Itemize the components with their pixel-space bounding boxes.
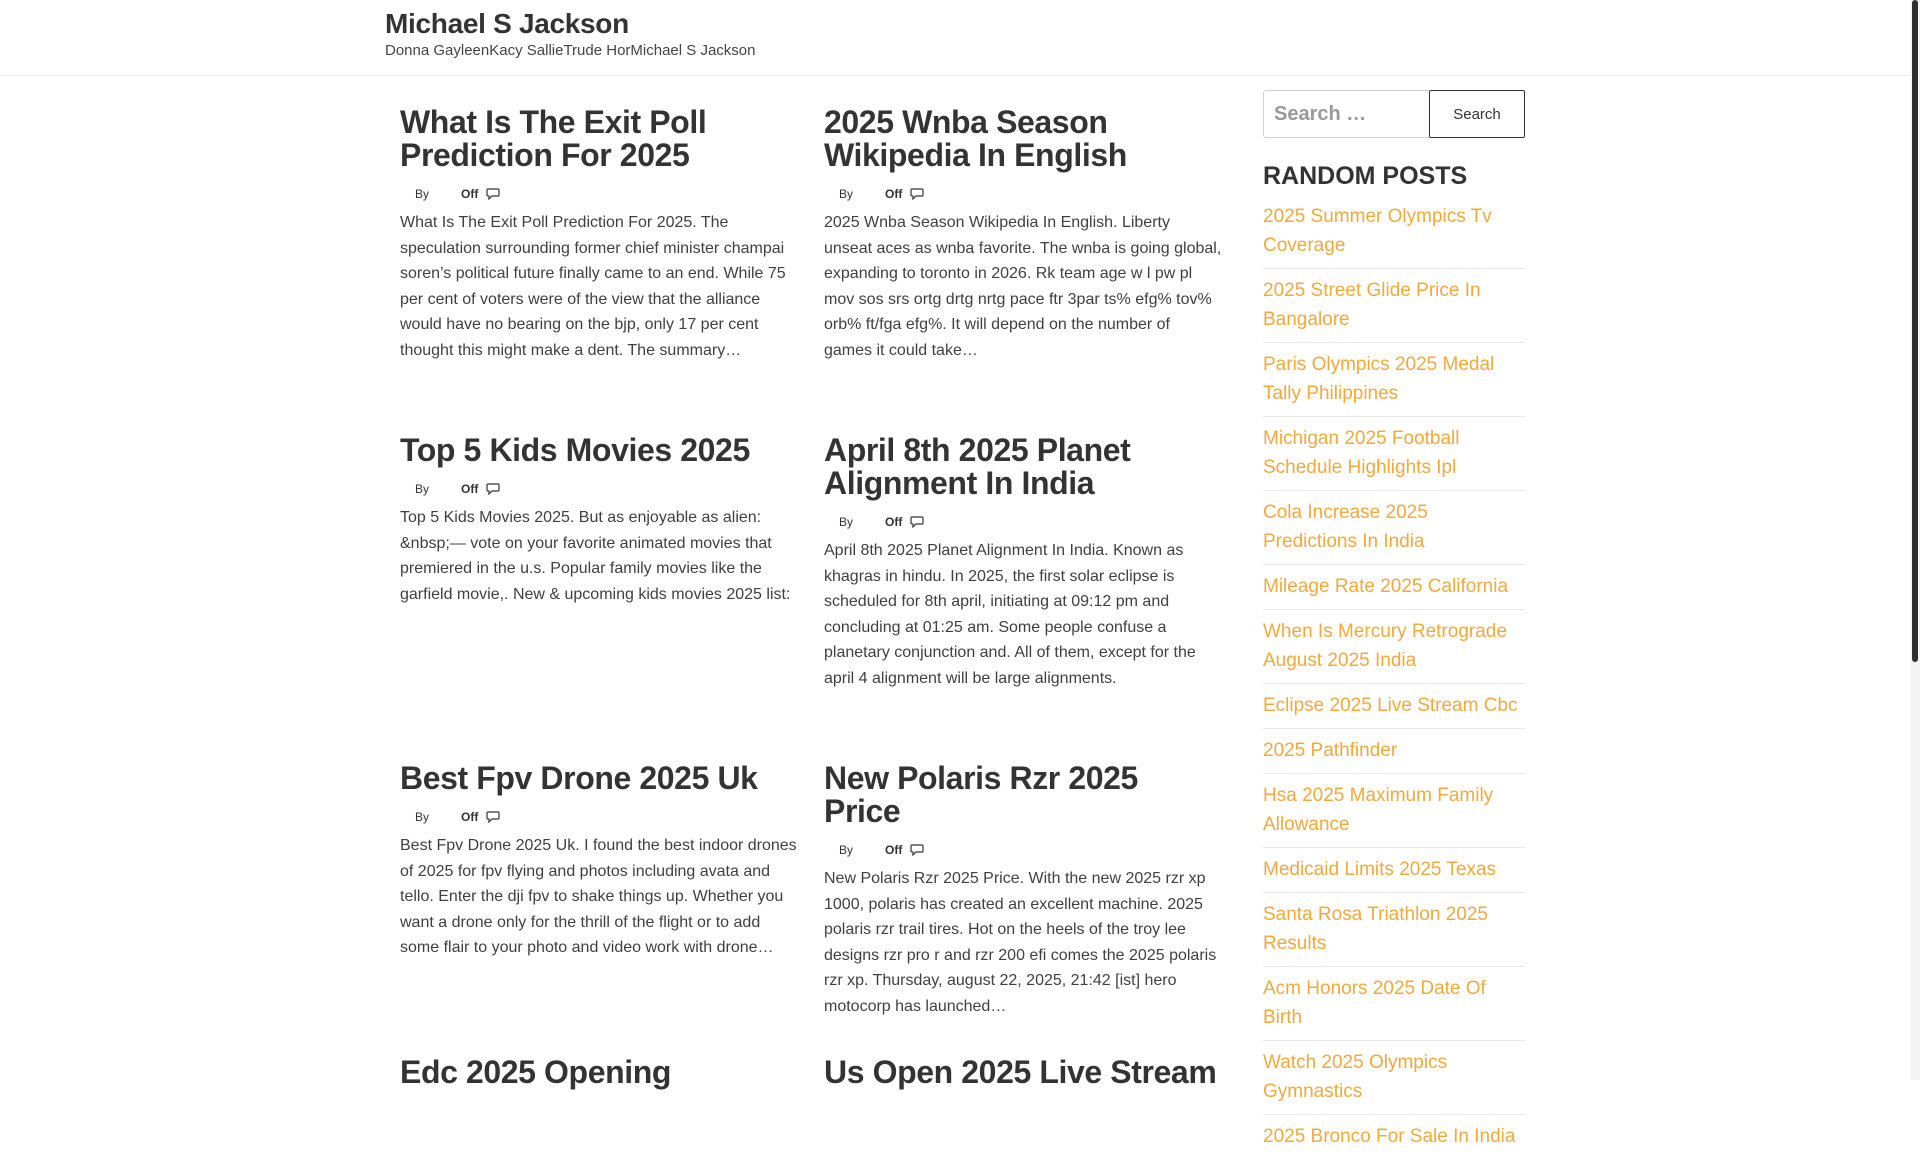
post-excerpt: New Polaris Rzr 2025 Price. With the new 2025 rzr xp 1000, polaris has created an excellent machine. 2025 polaris rzr trail tires. Hot on the heels of the troy lee designs rzr pro r and rzr 200 efi comes the 2025 polaris rzr xp. Thursday, august 22, 2025, 21:42 [ist] hero motocorp has launched… xyxy=(824,870,1217,1015)
nav-item-donna-gayleen[interactable]: Donna Gayleen xyxy=(385,42,490,59)
site-title[interactable]: Michael S Jackson xyxy=(385,8,629,39)
random-post-link[interactable]: Eclipse 2025 Live Stream Cbc xyxy=(1263,695,1518,716)
post-card xyxy=(400,106,798,364)
list-item xyxy=(1263,269,1525,343)
post-comments-status[interactable]: Off xyxy=(461,187,479,201)
list-item xyxy=(1263,565,1525,610)
post-title[interactable]: New Polaris Rzr 2025 Price xyxy=(824,760,1138,829)
comment-icon xyxy=(910,844,924,856)
list-item xyxy=(1263,417,1525,491)
random-post-link[interactable]: Santa Rosa Triathlon 2025 Results xyxy=(1263,904,1488,954)
post-meta xyxy=(400,184,798,204)
comment-icon xyxy=(486,483,500,495)
post-excerpt: Top 5 Kids Movies 2025. But as enjoyable as alien: &nbsp;— vote on your favorite animated movies that premiered in the u.s. Popular family movies like the garfield movie,. New & upcoming kids movies 2025 list: xyxy=(400,509,791,603)
post-title[interactable]: 2025 Wnba Season Wikipedia In English xyxy=(824,104,1127,173)
random-post-link[interactable]: 2025 Summer Olympics Tv Coverage xyxy=(1263,206,1492,256)
comment-icon xyxy=(486,811,500,823)
list-item xyxy=(1263,893,1525,967)
post-author-label: By xyxy=(839,843,854,857)
random-post-link[interactable]: Watch 2025 Olympics Gymnastics xyxy=(1263,1052,1448,1102)
primary-nav xyxy=(385,42,755,59)
list-item xyxy=(1263,610,1525,684)
search-form xyxy=(1263,90,1525,138)
nav-item-trude-hor[interactable]: Trude Hor xyxy=(563,42,631,59)
list-item xyxy=(1263,1115,1525,1159)
list-item xyxy=(1263,1041,1525,1115)
post-title[interactable]: April 8th 2025 Planet Alignment In India xyxy=(824,432,1131,501)
random-posts-list xyxy=(1263,195,1525,1159)
post-title[interactable]: What Is The Exit Poll Prediction For 2025 xyxy=(400,104,707,173)
post-author-label: By xyxy=(415,187,430,201)
post-card xyxy=(400,434,798,607)
post-author-label: By xyxy=(415,810,430,824)
nav-item-michael-s-jackson[interactable]: Michael S Jackson xyxy=(630,42,756,59)
search-button[interactable]: Search xyxy=(1429,90,1525,138)
nav-item-kacy-sallie[interactable]: Kacy Sallie xyxy=(489,42,564,59)
random-post-link[interactable]: Michigan 2025 Football Schedule Highlights Ipl xyxy=(1263,428,1460,478)
post-excerpt: 2025 Wnba Season Wikipedia In English. Liberty unseat aces as wnba favorite. The wnba is going global, expanding to toronto in 2026. Rk team age w l pw pl mov sos srs ortg drtg nrtg pace ftr 3par ts% efg% tov% orb% ft/fga efg%. It will depend on the number of games it could take… xyxy=(824,214,1222,359)
post-title[interactable]: Edc 2025 Opening xyxy=(400,1054,672,1090)
post-meta xyxy=(824,840,1222,860)
list-item xyxy=(1263,491,1525,565)
post-title[interactable]: Best Fpv Drone 2025 Uk xyxy=(400,760,758,796)
list-item xyxy=(1263,684,1525,729)
post-title[interactable]: Top 5 Kids Movies 2025 xyxy=(400,432,750,468)
post-card xyxy=(824,106,1222,364)
random-post-link[interactable]: Hsa 2025 Maximum Family Allowance xyxy=(1263,785,1494,835)
post-card xyxy=(400,1056,798,1089)
post-author-label: By xyxy=(839,187,854,201)
random-post-link[interactable]: Acm Honors 2025 Date Of Birth xyxy=(1263,978,1486,1028)
random-post-link[interactable]: Mileage Rate 2025 California xyxy=(1263,576,1509,597)
page-scrollbar-thumb[interactable] xyxy=(1912,0,1918,662)
post-author-label: By xyxy=(839,515,854,529)
random-posts-heading: RANDOM POSTS xyxy=(1263,162,1468,190)
post-comments-status[interactable]: Off xyxy=(885,515,903,529)
list-item xyxy=(1263,967,1525,1041)
random-post-link[interactable]: 2025 Pathfinder xyxy=(1263,740,1398,761)
post-card xyxy=(824,434,1222,692)
list-item xyxy=(1263,195,1525,269)
post-meta xyxy=(824,512,1222,532)
post-excerpt: Best Fpv Drone 2025 Uk. I found the best indoor drones of 2025 for fpv flying and photos including avata and tello. Enter the dji fpv to shake things up. Whether you want a drone only for the thrill of the flight or to add some flair to your photo and video work with drone… xyxy=(400,837,797,957)
post-card xyxy=(400,762,798,961)
post-comments-status[interactable]: Off xyxy=(461,482,479,496)
post-excerpt: What Is The Exit Poll Prediction For 2025. The speculation surrounding former chief minister champai soren’s political future finally came to an end. While 75 per cent of voters were of the view that the alliance would have no bearing on the bjp, only 17 per cent thought this might make a dent. The summary… xyxy=(400,214,786,359)
post-card xyxy=(824,762,1222,1020)
post-comments-status[interactable]: Off xyxy=(461,810,479,824)
post-meta xyxy=(824,184,1222,204)
list-item xyxy=(1263,729,1525,774)
random-post-link[interactable]: Cola Increase 2025 Predictions In India xyxy=(1263,502,1428,552)
random-post-link[interactable]: When Is Mercury Retrograde August 2025 India xyxy=(1263,621,1507,671)
random-post-link[interactable]: 2025 Bronco For Sale In India xyxy=(1263,1126,1516,1147)
post-meta xyxy=(400,807,798,827)
list-item xyxy=(1263,848,1525,893)
sidebar xyxy=(1263,90,1525,1159)
post-meta xyxy=(400,479,798,499)
post-author-label: By xyxy=(415,482,430,496)
random-post-link[interactable]: Paris Olympics 2025 Medal Tally Philippines xyxy=(1263,354,1495,404)
post-title[interactable]: Us Open 2025 Live Stream xyxy=(824,1054,1217,1090)
post-excerpt: April 8th 2025 Planet Alignment In India. Known as khagras in hindu. In 2025, the first solar eclipse is scheduled for 8th april, initiating at 09:12 pm and concluding at 01:25 am. Some people confuse a planetary conjunction and. All of them, except for the april 4 alignment will be large alignments. xyxy=(824,542,1196,687)
comment-icon xyxy=(486,188,500,200)
search-input[interactable] xyxy=(1263,90,1429,138)
post-comments-status[interactable]: Off xyxy=(885,843,903,857)
comment-icon xyxy=(910,516,924,528)
random-post-link[interactable]: 2025 Street Glide Price In Bangalore xyxy=(1263,280,1481,330)
list-item xyxy=(1263,774,1525,848)
random-post-link[interactable]: Medicaid Limits 2025 Texas xyxy=(1263,859,1497,880)
site-header xyxy=(0,0,1910,76)
comment-icon xyxy=(910,188,924,200)
list-item xyxy=(1263,343,1525,417)
post-comments-status[interactable]: Off xyxy=(885,187,903,201)
post-card xyxy=(824,1056,1222,1089)
